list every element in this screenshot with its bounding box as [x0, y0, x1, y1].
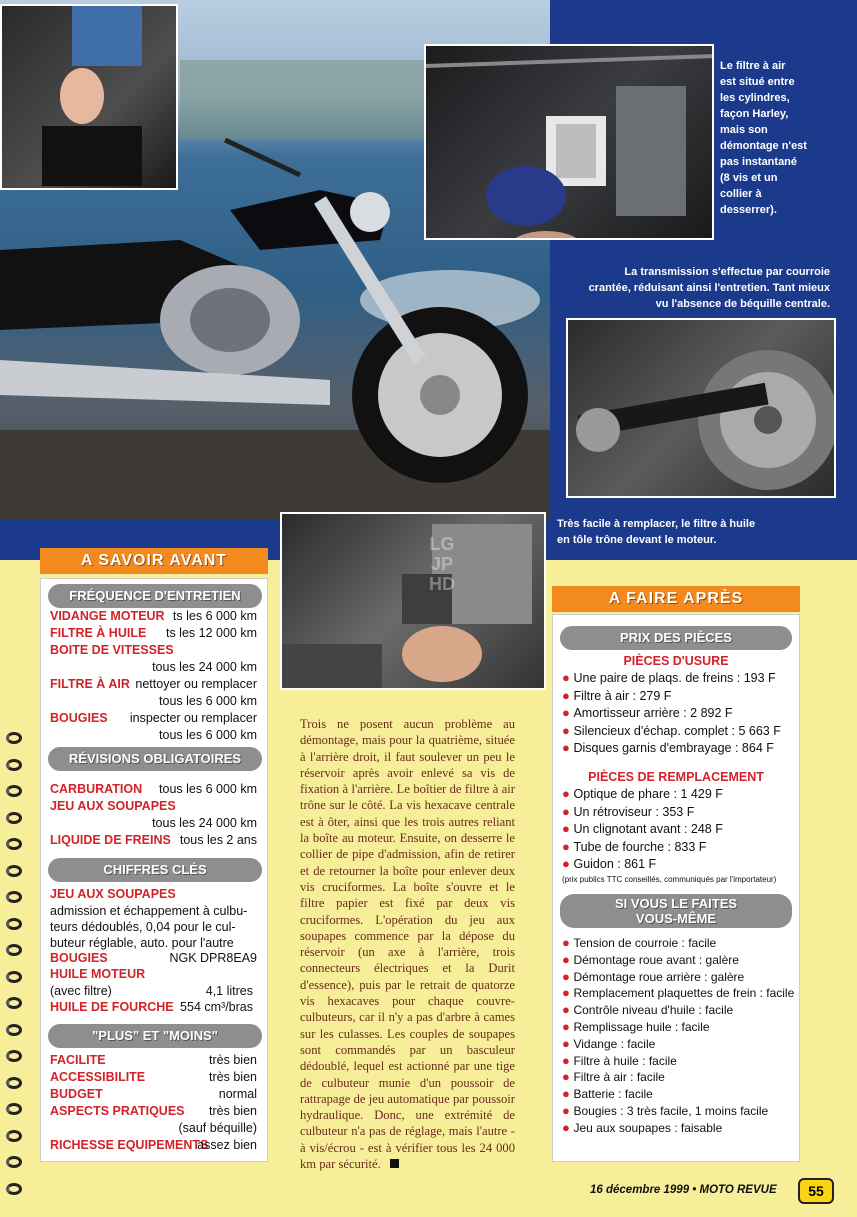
list-item-text: Une paire de plaqs. de freins : 193 F [573, 671, 776, 685]
row-label: JEU AUX SOUPAPES [50, 799, 176, 813]
list-item-text: Un clignotant avant : 248 F [573, 822, 723, 836]
row-value: ts les 6 000 km [172, 609, 257, 623]
caption-line: vu l'absence de béquille centrale. [655, 298, 830, 310]
huile-value: 4,1 litres [205, 984, 253, 998]
list-item [562, 1002, 733, 1018]
list-item-text: Remplissage huile : facile [573, 1020, 710, 1034]
row-value: tous les 24 000 km [152, 660, 257, 674]
row-label: FACILITE [50, 1053, 106, 1067]
frequence-title: FRÉQUENCE D'ENTRETIEN [48, 584, 262, 608]
caption-line: mais son [720, 124, 768, 136]
list-item [562, 1069, 665, 1085]
row-label: FILTRE À HUILE [50, 626, 147, 640]
list-item-text: Contrôle niveau d'huile : facile [573, 1003, 734, 1018]
caption-line: desserrer). [720, 204, 777, 216]
bullet-icon: ● [562, 1086, 574, 1102]
caption-line: (8 vis et un [720, 172, 778, 184]
binding-ring [6, 918, 22, 930]
list-item-text: Optique de phare : 1 429 F [573, 787, 723, 801]
binding-ring [6, 812, 22, 824]
row-value: tous les 24 000 km [152, 816, 257, 830]
caption-line: façon Harley, [720, 108, 789, 120]
row-value: assez bien [197, 1138, 257, 1152]
row-label: ASPECTS PRATIQUES [50, 1104, 185, 1118]
air-filter-photo [424, 44, 714, 240]
list-item [562, 740, 774, 756]
row-value: très bien [209, 1070, 257, 1084]
oil-filter-photo [280, 512, 546, 690]
list-item-text: Filtre à huile : facile [573, 1053, 677, 1068]
list-item [562, 935, 716, 951]
bougies-label: BOUGIES [50, 951, 108, 965]
row-label: BOUGIES [50, 711, 108, 725]
list-item [562, 723, 781, 739]
list-item [562, 688, 671, 704]
bullet-icon: ● [562, 856, 574, 871]
watermark: LG JP HD [429, 534, 455, 594]
row-value: très bien [209, 1053, 257, 1067]
fourche-label: HUILE DE FOURCHE [50, 1000, 174, 1014]
left-banner: A SAVOIR AVANT [40, 548, 268, 574]
bougies-value: NGK DPR8EA9 [169, 951, 257, 965]
list-item-text: Jeu aux soupapes : faisable [573, 1120, 723, 1135]
jeu-text-line: buteur réglable, auto. pour l'autre [50, 936, 234, 950]
list-item-text: Disques garnis d'embrayage : 864 F [573, 741, 774, 755]
jeu-text-line: admission et échappement à culbu- [50, 904, 248, 918]
article-body: Trois ne posent aucun problème au démontage, mais pour la quatrième, située à l'arrière droit, il faut soulever un peu le réservoir après avoir enlevé sa vis de fixation à l'arrière. Le boîtier de filtre à air trône sur le côté. La vis hexacave centrale est à ôter, ainsi que les trois autres reliant la boîte au moteur. Ensuite, on desserre le collier de pipe d'admission, afin de retirer et de retourner la boîte pour enlever deux vis cruciformes. La boîte s'ouvre et le filtre papier est fixé par deux vis cruciformes. L'opération du jeu aux soupapes commence par la dépose du réservoir (un axe à l'arrière, trois connecteurs électriques et la Durit d'essence), puis par le retrait de quatorze vis hexacaves pour chaque couvre-culbuteurs, car il n'y a pas d'arbre à cames sur les culasses. Les couples de soupapes sont commandés par un basculeur dédoublé, lequel est actionné par une tige de culbuteur munie d'un poussoir de rattrapage de jeu automatique par poussoir hydraulique. Donc, une extrémité de culbuteur n'a pas de réglage, mais l'autre - à vis/écrou - est à vérifier tous les 24 000 km par sécurité. [300, 717, 515, 1172]
row-value: normal [218, 1087, 257, 1101]
bullet-icon: ● [562, 935, 574, 950]
row-value: inspecter ou remplacer [129, 711, 257, 725]
caption-line: crantée, réduisant ainsi l'entretien. Tant mieux [588, 282, 830, 294]
row-label: FILTRE À AIR [50, 677, 130, 691]
bullet-icon: ● [562, 722, 574, 738]
list-item-text: Amortisseur arrière : 2 892 F [573, 706, 733, 720]
faites-title [560, 894, 792, 928]
engine-illustration [426, 46, 714, 240]
list-item-text: Silencieux d'échap. complet : 5 663 F [573, 723, 781, 738]
caption-line: est situé entre [720, 76, 795, 88]
hand-illustration [2, 6, 178, 190]
list-item-text: Bougies : 3 très facile, 1 moins facile [573, 1104, 769, 1118]
remplacement-title: PIÈCES DE REMPLACEMENT [588, 770, 764, 784]
list-item [562, 1103, 768, 1119]
bullet-icon: ● [562, 985, 574, 1001]
caption-line: Très facile à remplacer, le filtre à huile [557, 518, 756, 530]
list-item [562, 856, 656, 872]
caption-line: démontage n'est [720, 140, 807, 152]
row-label: VIDANGE MOTEUR [50, 609, 165, 623]
usure-title: PIÈCES D'USURE [623, 654, 729, 668]
row-value: tous les 6 000 km [159, 782, 257, 796]
list-item [562, 985, 794, 1001]
oil-filter-caption [557, 516, 847, 548]
bullet-icon: ● [562, 1119, 574, 1135]
binding-ring [6, 838, 22, 850]
row-value: ts les 12 000 km [165, 626, 257, 640]
list-item [562, 1086, 653, 1102]
caption-line: Le filtre à air [720, 60, 786, 72]
list-item [562, 804, 694, 820]
binding-ring [6, 785, 22, 797]
row-value: nettoyer ou remplacer [135, 677, 257, 691]
caption-line: en tôle trône devant le moteur. [557, 534, 717, 546]
list-item-text: Tension de courroie : facile [573, 936, 717, 950]
binding-ring [6, 1024, 22, 1036]
bullet-icon: ● [562, 670, 574, 685]
bullet-icon: ● [562, 1052, 574, 1068]
binding-ring [6, 971, 22, 983]
binding-ring [6, 944, 22, 956]
list-item [562, 786, 723, 802]
list-item [562, 705, 733, 721]
binding-ring [6, 759, 22, 771]
transmission-caption [560, 264, 830, 312]
end-mark [390, 1159, 399, 1168]
huile-sub: (avec filtre) [50, 984, 112, 998]
binding-ring [6, 1183, 22, 1195]
row-label: CARBURATION [50, 782, 143, 796]
row-label: ACCESSIBILITE [50, 1070, 146, 1084]
binding-ring [6, 1050, 22, 1062]
bullet-icon: ● [562, 968, 574, 984]
list-item [562, 839, 706, 855]
list-item-text: Démontage roue avant : galère [573, 952, 739, 967]
row-label: RICHESSE EQUIPEMENTS [50, 1138, 209, 1152]
transmission-photo [566, 318, 836, 498]
footer-text: 16 décembre 1999 • MOTO REVUE [590, 1184, 777, 1196]
bullet-icon: ● [562, 1103, 574, 1118]
caption-line: les cylindres, [720, 92, 790, 104]
caption-line: pas instantané [720, 156, 798, 168]
bullet-icon: ● [562, 1069, 574, 1085]
list-item-text: Tube de fourche : 833 F [573, 839, 707, 854]
bullet-icon: ● [562, 803, 574, 819]
list-item-text: Un rétroviseur : 353 F [573, 804, 695, 819]
list-item [562, 1036, 655, 1052]
chiffres-title: CHIFFRES CLÉS [48, 858, 262, 882]
caption-line: La transmission s'effectue par courroie [624, 266, 830, 278]
bullet-icon: ● [562, 687, 574, 703]
binding-ring [6, 865, 22, 877]
plus-moins-title: "PLUS" ET "MOINS" [48, 1024, 262, 1048]
row-value: tous les 6 000 km [159, 728, 257, 742]
binding-ring [6, 1077, 22, 1089]
bullet-icon: ● [562, 951, 574, 967]
list-item [562, 969, 744, 985]
list-item-text: Démontage roue arrière : galère [573, 969, 745, 984]
fourche-value: 554 cm³/bras [180, 1000, 253, 1014]
page-number: 55 [798, 1178, 834, 1204]
list-item-text: Vidange : facile [573, 1036, 656, 1051]
right-banner: A FAIRE APRÈS [552, 586, 800, 612]
list-item-text: Batterie : facile [573, 1087, 653, 1102]
bullet-icon: ● [562, 1002, 574, 1018]
hand-inset-photo [0, 4, 178, 190]
list-item-text: Remplacement plaquettes de frein : facile [573, 986, 795, 1001]
bullet-icon: ● [562, 740, 574, 755]
list-item [562, 1120, 722, 1136]
bullet-icon: ● [562, 786, 574, 801]
faites-title-line2: VOUS-MÊME [635, 911, 717, 926]
air-filter-caption [720, 58, 850, 218]
revisions-title: RÉVISIONS OBLIGATOIRES [48, 747, 262, 771]
row-value: très bien [209, 1104, 257, 1118]
bullet-icon: ● [562, 1019, 574, 1034]
belt-wheel-illustration [568, 320, 836, 498]
bullet-icon: ● [562, 838, 574, 854]
list-item [562, 670, 776, 686]
row-label: LIQUIDE DE FREINS [50, 833, 171, 847]
list-item-text: Filtre à air : facile [573, 1070, 665, 1085]
jeu-label: JEU AUX SOUPAPES [50, 887, 176, 901]
price-note: (prix publics TTC conseillés, communiqués par l'importateur) [562, 875, 777, 884]
caption-line: collier à [720, 188, 762, 200]
huile-label: HUILE MOTEUR [50, 967, 146, 981]
list-item-text: Filtre à air : 279 F [573, 688, 672, 703]
bullet-icon: ● [562, 821, 574, 836]
list-item [562, 1019, 710, 1035]
list-item-text: Guidon : 861 F [573, 857, 657, 871]
oil-filter-illustration [282, 514, 546, 690]
list-item [562, 821, 723, 837]
prix-title: PRIX DES PIÈCES [560, 626, 792, 650]
row-label: BOITE DE VITESSES [50, 643, 174, 657]
bullet-icon: ● [562, 705, 574, 720]
list-item [562, 952, 739, 968]
jeu-text-line: teurs dédoublés, 0,04 pour le cul- [50, 920, 236, 934]
binding-ring [6, 1103, 22, 1115]
bullet-icon: ● [562, 1035, 574, 1051]
row-value: tous les 6 000 km [159, 694, 257, 708]
list-item [562, 1053, 677, 1069]
binding-ring [6, 891, 22, 903]
binding-ring [6, 997, 22, 1009]
binding-ring [6, 1130, 22, 1142]
binding-ring [6, 732, 22, 744]
row-value: (sauf béquille) [178, 1121, 257, 1135]
faites-title-line1: SI VOUS LE FAITES [614, 896, 738, 911]
row-value: tous les 2 ans [179, 833, 257, 847]
binding-ring [6, 1156, 22, 1168]
row-label: BUDGET [50, 1087, 103, 1101]
